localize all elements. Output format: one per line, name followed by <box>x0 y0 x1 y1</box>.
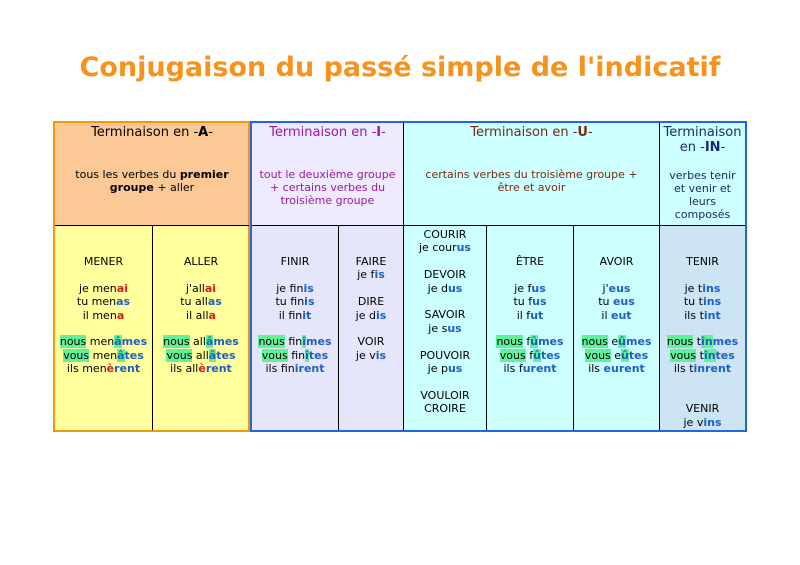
ending: us <box>532 295 547 309</box>
ending: tes <box>540 348 561 362</box>
conj-ils <box>252 362 338 375</box>
pronoun: nous <box>59 335 87 349</box>
ending: rent <box>114 362 141 376</box>
heading-prefix: Terminaison en - <box>470 125 578 140</box>
ending: is <box>375 308 387 322</box>
conj-ils <box>487 362 573 375</box>
pronoun: vous <box>63 348 90 362</box>
ending: mes <box>626 335 652 349</box>
verb-column-etre <box>487 255 573 376</box>
ending: tes <box>715 348 735 362</box>
conj-ils <box>55 362 152 375</box>
conj-nous <box>487 335 573 348</box>
ending: us <box>447 321 462 335</box>
pronoun: vous <box>499 348 526 362</box>
conj-il <box>153 309 249 322</box>
verb-name: FAIRE <box>355 255 387 268</box>
ending: mes <box>213 335 239 349</box>
heading-ending: A <box>198 125 209 140</box>
ending: is <box>303 281 314 295</box>
verb-name: DIRE <box>357 295 385 309</box>
conj-il <box>252 309 338 322</box>
conj-je <box>574 282 659 295</box>
accent: è <box>198 362 206 376</box>
conj-il <box>574 309 659 322</box>
stem: je t <box>684 281 703 295</box>
verb-column-courir-group <box>404 228 486 416</box>
conj-nous <box>55 335 152 348</box>
group-in-description: verbes tenir et venir et leurs composés <box>669 169 736 221</box>
stem: all <box>192 348 209 362</box>
ending: is <box>304 295 315 309</box>
stem: ils all <box>170 362 199 376</box>
ending: us <box>447 281 463 295</box>
ending: tes <box>124 348 144 362</box>
ending: ut <box>530 308 544 322</box>
conj-il <box>660 309 745 322</box>
ending: urent <box>522 362 557 376</box>
stem: ils men <box>66 362 107 376</box>
heading-prefix: en - <box>679 140 705 155</box>
verb-column-finir <box>252 255 338 376</box>
ending: tes <box>216 348 236 362</box>
stem: f <box>522 335 531 349</box>
ending: us <box>531 281 546 295</box>
verb-name: VENIR <box>685 402 720 416</box>
pronoun: nous <box>581 335 608 349</box>
stem: ils f <box>503 362 523 376</box>
accent: û <box>530 335 539 349</box>
conj-vous <box>252 349 338 362</box>
stem: je p <box>427 362 448 376</box>
ending: is <box>375 348 387 362</box>
conj-tu <box>660 295 745 308</box>
ending: a <box>116 308 125 322</box>
pronoun: vous <box>670 348 697 362</box>
conj-je <box>404 322 486 335</box>
ending: inrent <box>693 362 732 376</box>
conj-vous <box>487 349 573 362</box>
conj-vous <box>574 349 659 362</box>
stem: je d <box>355 308 376 322</box>
heading-suffix: - <box>720 140 726 155</box>
ending: ai <box>204 281 217 295</box>
conj-il <box>487 309 573 322</box>
accent: î <box>302 335 307 349</box>
ending: as <box>116 295 131 309</box>
ending: irent <box>294 362 325 376</box>
ending: eurent <box>603 362 645 376</box>
stem: je fin <box>276 281 304 295</box>
ending: mes <box>538 335 564 349</box>
verb-name: CROIRE <box>424 402 466 416</box>
ending: tes <box>628 348 649 362</box>
conj-je <box>404 241 486 254</box>
stem: je cour <box>419 241 457 255</box>
conj-nous <box>660 335 745 348</box>
pronoun: vous <box>166 348 193 362</box>
accent: în <box>703 348 716 362</box>
pronoun: nous <box>666 335 694 349</box>
ending: int <box>703 308 721 322</box>
group-u-header <box>404 125 659 194</box>
ending: eut <box>611 308 632 322</box>
conj-je <box>153 282 249 295</box>
stem: fin <box>284 335 303 349</box>
stem: tu all <box>180 295 208 309</box>
heading-ending: IN <box>704 140 721 155</box>
ending: us <box>456 241 471 255</box>
group-u-heading <box>404 125 659 140</box>
conj-je <box>339 309 403 322</box>
verb-name: MENER <box>83 255 124 268</box>
stem: f <box>525 348 534 362</box>
verb-name: POUVOIR <box>419 348 471 362</box>
stem: tu <box>598 295 613 309</box>
pronoun: nous <box>258 335 285 349</box>
ending: ai <box>116 281 128 295</box>
accent: â <box>114 335 122 349</box>
verb-name: FINIR <box>280 255 310 268</box>
ending: ins <box>702 281 721 295</box>
group-i-header <box>252 125 403 207</box>
ending: rent <box>205 362 232 376</box>
verb-column-mener <box>55 255 152 376</box>
ending: eus <box>612 295 635 309</box>
pronoun: vous <box>261 348 288 362</box>
stem: tu f <box>513 295 533 309</box>
group-u-description: certains verbes du troisième groupe + être et avoir <box>425 168 638 194</box>
verb-column-avoir <box>574 255 659 376</box>
stem: men <box>89 348 118 362</box>
accent: în <box>701 335 713 349</box>
conj-ils <box>574 362 659 375</box>
verb-column-tenir <box>660 255 745 429</box>
stem: e <box>610 348 622 362</box>
group-in-header <box>660 125 745 221</box>
ending: mes <box>712 335 739 349</box>
stem: il f <box>516 308 531 322</box>
accent: û <box>533 348 541 362</box>
conj-nous <box>252 335 338 348</box>
conj-je <box>660 282 745 295</box>
conj-je <box>487 282 573 295</box>
ending: eus <box>608 281 631 295</box>
heading-ending: U <box>577 125 588 140</box>
groups-iu-divider <box>252 225 745 226</box>
accent: û <box>618 335 627 349</box>
heading-suffix: - <box>381 125 386 140</box>
stem: tu t <box>683 295 703 309</box>
verb-column-faire-dire-voir <box>339 255 403 362</box>
stem: t <box>693 335 702 349</box>
verb-name: SAVOIR <box>424 308 466 322</box>
verb-name: TENIR <box>686 255 719 268</box>
heading-prefix: Terminaison en - <box>91 125 199 140</box>
accent: â <box>208 348 217 362</box>
accent: â <box>205 335 214 349</box>
stem: e <box>607 335 619 349</box>
ending: mes <box>306 335 332 349</box>
group-a-heading <box>55 125 249 140</box>
group-in-heading <box>660 125 745 155</box>
verb-name: VOIR <box>357 335 385 349</box>
accent: è <box>106 362 115 376</box>
verb-name: ÊTRE <box>515 255 545 268</box>
stem: ils t <box>673 362 694 376</box>
stem: tu men <box>76 295 117 309</box>
conj-vous <box>55 349 152 362</box>
stem: je v <box>355 348 376 362</box>
accent: â <box>117 348 125 362</box>
verb-name: AVOIR <box>599 255 634 268</box>
ending: as <box>207 295 222 309</box>
accent: î <box>305 348 309 362</box>
conj-ils <box>660 362 745 375</box>
conj-tu <box>487 295 573 308</box>
stem: j'all <box>185 281 205 295</box>
conj-tu <box>153 295 249 308</box>
conj-vous <box>153 349 249 362</box>
group-i-heading <box>252 125 403 140</box>
stem: je d <box>427 281 448 295</box>
ending: ins <box>703 415 722 429</box>
conj-ils <box>153 362 249 375</box>
stem: je s <box>428 321 448 335</box>
conj-je <box>404 282 486 295</box>
conj-je <box>404 362 486 375</box>
stem: all <box>189 335 206 349</box>
conj-tu <box>574 295 659 308</box>
heading-prefix: Terminaison en - <box>269 125 377 140</box>
stem: je f <box>514 281 532 295</box>
stem: j' <box>602 281 609 295</box>
accent: û <box>621 348 629 362</box>
group-a-description <box>55 168 249 194</box>
verb-name: COURIR <box>423 228 467 241</box>
conj-je <box>339 349 403 362</box>
verb-name: ALLER <box>183 255 219 268</box>
heading-line <box>660 140 745 155</box>
stem: il all <box>186 308 209 322</box>
stem: ils <box>588 362 604 376</box>
stem: men <box>86 335 115 349</box>
pronoun: vous <box>584 348 611 362</box>
conj-nous <box>153 335 249 348</box>
ending: it <box>302 308 312 322</box>
ending: mes <box>121 335 148 349</box>
ending: tes <box>308 348 329 362</box>
pronoun: nous <box>496 335 523 349</box>
heading-suffix: - <box>208 125 213 140</box>
conj-je <box>339 268 403 281</box>
verb-name: DEVOIR <box>423 268 467 282</box>
pronoun: nous <box>163 335 190 349</box>
stem: fin <box>287 348 306 362</box>
verb-column-aller <box>153 255 249 376</box>
heading-line: Terminaison <box>663 125 742 140</box>
page-title: Conjugaison du passé simple de l'indicatif <box>79 52 721 83</box>
conj-tu <box>252 295 338 308</box>
stem: il <box>601 308 612 322</box>
desc-bold: premier groupe <box>109 168 229 194</box>
heading-suffix: - <box>587 125 593 140</box>
stem: ils t <box>684 308 704 322</box>
desc-text: + aller <box>153 181 195 194</box>
stem: tu fin <box>275 295 305 309</box>
conj-je <box>660 416 745 429</box>
conj-nous <box>574 335 659 348</box>
stem: je v <box>683 415 704 429</box>
ending: us <box>447 362 463 376</box>
group-a-header <box>55 125 249 194</box>
conj-je <box>252 282 338 295</box>
conj-il <box>55 309 152 322</box>
stem: il men <box>82 308 117 322</box>
stem: il fin <box>278 308 303 322</box>
conj-je <box>55 282 152 295</box>
stem: je men <box>79 281 117 295</box>
conj-tu <box>55 295 152 308</box>
stem: t <box>696 348 704 362</box>
ending: a <box>208 308 216 322</box>
desc-text: tous les verbes du <box>75 168 180 181</box>
ending: ins <box>702 295 722 309</box>
group-i-description: tout le deuxième groupe + certains verbes du troisième groupe <box>259 168 396 207</box>
stem: je f <box>357 268 375 282</box>
ending: is <box>374 268 385 282</box>
heading-ending: I <box>376 125 382 140</box>
verb-name: VOULOIR <box>420 388 470 402</box>
conj-vous <box>660 349 745 362</box>
stem: ils fin <box>265 362 295 376</box>
